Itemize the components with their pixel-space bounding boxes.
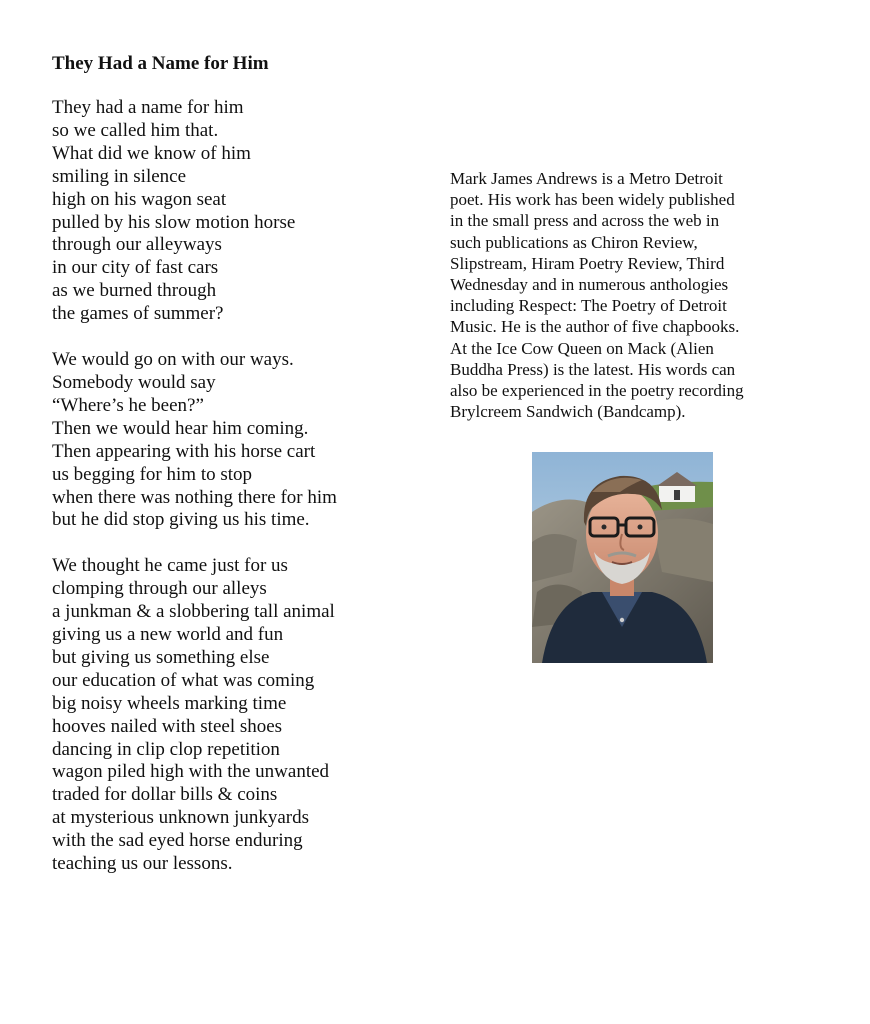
- poem-line: the games of summer?: [52, 303, 224, 325]
- poem-line: a junkman & a slobbering tall animal: [52, 601, 335, 623]
- poem-line: hooves nailed with steel shoes: [52, 715, 283, 737]
- poem-line: dancing in clip clop repetition: [52, 738, 280, 760]
- poem-line: so we called him that.: [52, 119, 219, 141]
- bio-line: Brylcreem Sandwich (Bandcamp).: [450, 402, 686, 422]
- poem-line: Then appearing with his horse cart: [52, 440, 316, 462]
- author-portrait-image: [532, 452, 713, 663]
- poem-line: through our alleyways: [52, 234, 222, 256]
- bio-line: in the small press and across the web in: [450, 211, 720, 231]
- poem-line: traded for dollar bills & coins: [52, 784, 278, 806]
- poem-line: pulled by his slow motion horse: [52, 211, 296, 233]
- bio-line: also be experienced in the poetry recording: [450, 381, 744, 401]
- poem-line: clomping through our alleys: [52, 578, 267, 600]
- stanza-1: [52, 97, 392, 326]
- poem-line: in our city of fast cars: [52, 257, 219, 279]
- bio-line: Slipstream, Hiram Poetry Review, Third: [450, 253, 725, 273]
- bio-line: Mark James Andrews is a Metro Detroit: [450, 169, 723, 188]
- bio-line: such publications as Chiron Review,: [450, 232, 698, 252]
- poem-line: big noisy wheels marking time: [52, 692, 287, 714]
- poem-line: What did we know of him: [52, 142, 251, 164]
- author-photo: [532, 452, 713, 663]
- poem-line: at mysterious unknown junkyards: [52, 807, 310, 829]
- bio-line: Buddha Press) is the latest. His words can: [450, 359, 736, 379]
- poem-line: They had a name for him: [52, 97, 244, 118]
- poem-line: “Where’s he been?”: [52, 394, 204, 416]
- poem-line: smiling in silence: [52, 165, 187, 187]
- poem-line: Somebody would say: [52, 371, 216, 393]
- poem-line: when there was nothing there for him: [52, 486, 337, 508]
- bio-line: At the Ice Cow Queen on Mack (Alien: [450, 338, 714, 358]
- stanza-2: [52, 349, 392, 532]
- poem-line: giving us a new world and fun: [52, 624, 284, 646]
- poem-line: but he did stop giving us his time.: [52, 509, 310, 531]
- bio-line: including Respect: The Poetry of Detroit: [450, 296, 727, 316]
- poem-body: [52, 97, 392, 899]
- author-bio: [450, 168, 780, 422]
- poem-line: but giving us something else: [52, 646, 270, 668]
- poem-line: teaching us our lessons.: [52, 853, 233, 875]
- poem-line: as we burned through: [52, 280, 217, 302]
- poem-line: with the sad eyed horse enduring: [52, 830, 303, 852]
- poem-line: wagon piled high with the unwanted: [52, 761, 330, 783]
- poem-line: us begging for him to stop: [52, 463, 253, 485]
- poem-line: high on his wagon seat: [52, 188, 227, 210]
- bio-line: Wednesday and in numerous anthologies: [450, 275, 729, 295]
- stanza-3: [52, 555, 392, 876]
- poem-line: our education of what was coming: [52, 669, 315, 691]
- bio-line: Music. He is the author of five chapbooks.: [450, 317, 740, 337]
- poem-title: They Had a Name for Him: [52, 53, 269, 74]
- poem-line: We would go on with our ways.: [52, 349, 294, 371]
- bio-line: poet. His work has been widely published: [450, 190, 735, 210]
- poem-line: We thought he came just for us: [52, 555, 288, 577]
- poem-line: Then we would hear him coming.: [52, 417, 309, 439]
